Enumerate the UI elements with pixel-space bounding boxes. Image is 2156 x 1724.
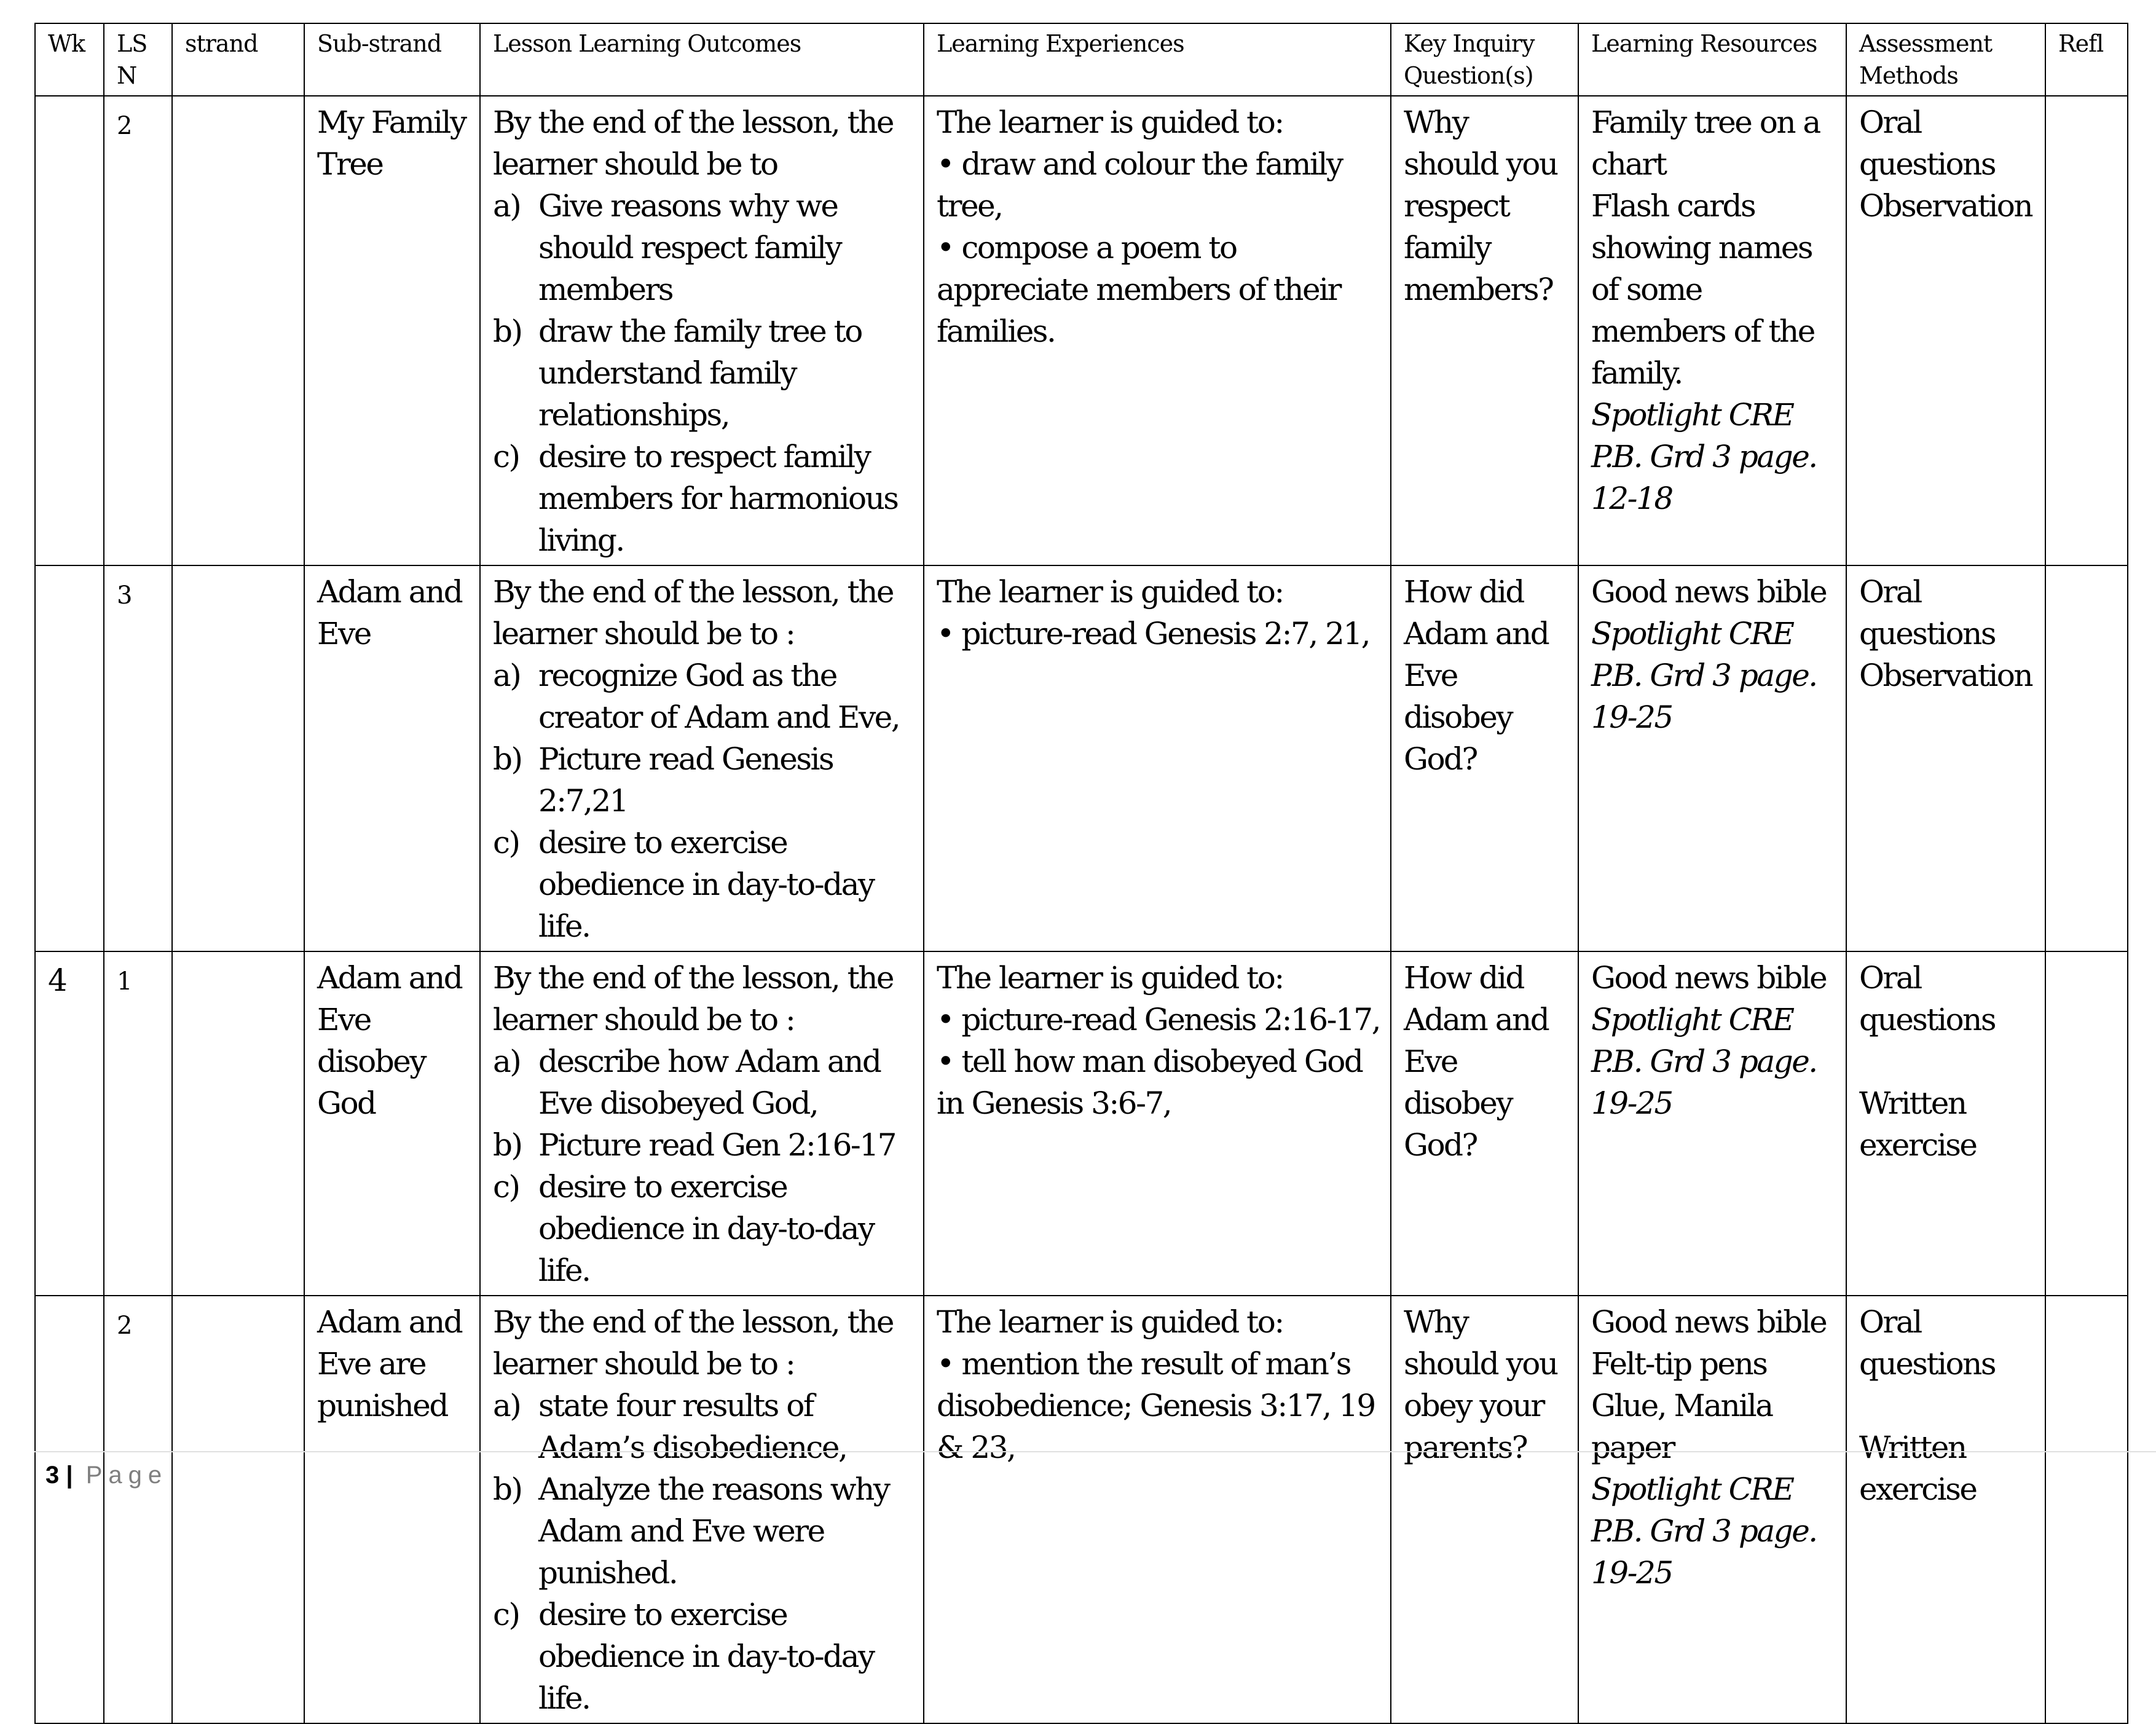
list-item [493, 310, 913, 436]
header-row [35, 23, 2128, 96]
assessment-item: Oral questions [1859, 960, 1996, 1037]
list-item [493, 1124, 913, 1166]
cell-lsn: 2 [104, 1296, 172, 1723]
cell-experiences [924, 96, 1391, 565]
cell-wk: 4 [35, 951, 104, 1296]
assessment-item: Written exercise [1859, 1085, 1977, 1163]
list-item-text: describe how Adam and Eve disobeyed God, [538, 1044, 881, 1121]
cell-lsn: 1 [104, 951, 172, 1296]
cell-wk [35, 96, 104, 565]
cell-lsn: 2 [104, 96, 172, 565]
outcomes-list [493, 1041, 913, 1291]
list-marker: b) [493, 313, 522, 349]
cell-reflection [2045, 96, 2128, 565]
cell-strand [172, 96, 304, 565]
outcomes-intro: By the end of the lesson, the learner should be to : [493, 960, 894, 1037]
list-item [493, 1468, 913, 1594]
header-strand: strand [172, 23, 304, 96]
cell-assessment [1846, 96, 2045, 565]
experience-item: • mention the result of man’s disobedience; Genesis 3:17, 19 & 23, [937, 1346, 1375, 1465]
resource-item: Good news bible [1591, 1304, 1827, 1340]
header-resources: Learning Resources [1578, 23, 1846, 96]
list-item-text: Picture read Genesis 2:7,21 [538, 741, 833, 819]
list-item-text: desire to exercise obedience in day-to-day life. [538, 825, 874, 944]
list-marker: a) [493, 658, 521, 693]
list-item [493, 185, 913, 310]
list-item-text: Give reasons why we should respect family members [538, 188, 841, 307]
experience-item: • picture-read Genesis 2:7, 21, [937, 616, 1370, 651]
list-item [493, 436, 913, 561]
resource-item: Family tree on a chart [1591, 104, 1820, 182]
resource-item: Flash cards showing names of some members of the family. [1591, 188, 1814, 391]
assessment-item: Oral questions [1859, 104, 1996, 182]
list-marker: a) [493, 1044, 521, 1079]
list-item-text: state four results of Adam’s disobedience, [538, 1388, 847, 1465]
list-item [493, 1166, 913, 1291]
assessment-item: Oral questions [1859, 1304, 1996, 1382]
resource-textbook: Spotlight CRE P.B. Grd 3 page. 19-25 [1591, 616, 1817, 735]
experiences-intro: The learner is guided to: [937, 104, 1283, 140]
outcomes-list [493, 185, 913, 561]
list-item-text: desire to exercise obedience in day-to-day life. [538, 1597, 874, 1716]
cell-inquiry: Why should you obey your parents? [1391, 1296, 1578, 1723]
list-item-text: draw the family tree to understand family relationships, [538, 313, 862, 433]
cell-resources [1578, 96, 1846, 565]
list-item-text: desire to respect family members for harmonious living. [538, 439, 898, 558]
cell-resources [1578, 1296, 1846, 1723]
cell-experiences [924, 1296, 1391, 1723]
cell-assessment [1846, 565, 2045, 951]
cell-experiences [924, 951, 1391, 1296]
resource-item: Good news bible [1591, 960, 1827, 996]
list-marker: a) [493, 1388, 521, 1423]
cell-outcomes [480, 951, 924, 1296]
list-item [493, 822, 913, 947]
experiences-intro: The learner is guided to: [937, 574, 1283, 610]
cell-strand [172, 1296, 304, 1723]
resource-item: Felt-tip pens [1591, 1346, 1767, 1382]
list-item [493, 1594, 913, 1719]
outcomes-intro: By the end of the lesson, the learner should be to : [493, 1304, 894, 1382]
outcomes-list [493, 1385, 913, 1719]
list-marker: c) [493, 1169, 519, 1205]
resource-item: Glue, Manila paper [1591, 1388, 1772, 1465]
list-marker: c) [493, 1597, 519, 1632]
cell-outcomes [480, 96, 924, 565]
header-lsn: LS N [104, 23, 172, 96]
cell-strand [172, 951, 304, 1296]
resource-textbook: Spotlight CRE P.B. Grd 3 page. 19-25 [1591, 1471, 1817, 1591]
list-item [493, 738, 913, 822]
spacer [1859, 1385, 2035, 1427]
list-marker: a) [493, 188, 521, 224]
list-marker: c) [493, 439, 519, 474]
table-row [35, 565, 2128, 951]
assessment-item: Observation [1859, 658, 2032, 693]
cell-wk [35, 1296, 104, 1723]
cell-lsn: 3 [104, 565, 172, 951]
page-number: 3 [45, 1462, 60, 1489]
header-wk: Wk [35, 23, 104, 96]
list-marker: b) [493, 741, 522, 777]
outcomes-intro: By the end of the lesson, the learner should be to [493, 104, 894, 182]
cell-reflection [2045, 1296, 2128, 1723]
header-experiences: Learning Experiences [924, 23, 1391, 96]
outcomes-list [493, 655, 913, 947]
table-row [35, 1296, 2128, 1723]
list-item [493, 1385, 913, 1468]
assessment-item: Oral questions [1859, 574, 1996, 651]
header-reflection: Refl [2045, 23, 2128, 96]
table-row [35, 96, 2128, 565]
cell-reflection [2045, 951, 2128, 1296]
cell-reflection [2045, 565, 2128, 951]
cell-strand [172, 565, 304, 951]
list-item-text: Analyze the reasons why Adam and Eve were punished. [538, 1471, 889, 1591]
experience-item: • draw and colour the family tree, [937, 146, 1342, 224]
cell-inquiry: How did Adam and Eve disobey God? [1391, 951, 1578, 1296]
cell-resources [1578, 951, 1846, 1296]
assessment-item: Observation [1859, 188, 2032, 224]
resource-textbook: Spotlight CRE P.B. Grd 3 page. 19-25 [1591, 1002, 1817, 1121]
footer-divider [34, 1451, 2156, 1452]
spacer [1859, 1041, 2035, 1082]
list-marker: c) [493, 825, 519, 860]
experience-item: • picture-read Genesis 2:16-17, [937, 1002, 1380, 1037]
cell-outcomes [480, 565, 924, 951]
list-item-text: desire to exercise obedience in day-to-day life. [538, 1169, 874, 1288]
list-item [493, 655, 913, 738]
cell-experiences [924, 565, 1391, 951]
cell-assessment [1846, 951, 2045, 1296]
resource-textbook: Spotlight CRE P.B. Grd 3 page. 12-18 [1591, 397, 1817, 516]
experience-item: • tell how man disobeyed God in Genesis 3:6-7, [937, 1044, 1363, 1121]
outcomes-intro: By the end of the lesson, the learner should be to : [493, 574, 894, 651]
experiences-intro: The learner is guided to: [937, 960, 1283, 996]
list-item [493, 1041, 913, 1124]
header-sub-strand: Sub-strand [304, 23, 480, 96]
list-marker: b) [493, 1471, 522, 1507]
scheme-of-work-table [34, 23, 2128, 1724]
cell-outcomes [480, 1296, 924, 1723]
header-assessment: Assessment Methods [1846, 23, 2045, 96]
cell-sub-strand: Adam and Eve disobey God [304, 951, 480, 1296]
header-outcomes: Lesson Learning Outcomes [480, 23, 924, 96]
cell-sub-strand: Adam and Eve are punished [304, 1296, 480, 1723]
page-label: Page [85, 1462, 168, 1489]
page-footer [45, 1460, 168, 1490]
list-item-text: recognize God as the creator of Adam and Eve, [538, 658, 900, 735]
cell-sub-strand: My Family Tree [304, 96, 480, 565]
cell-inquiry: Why should you respect family members? [1391, 96, 1578, 565]
cell-sub-strand: Adam and Eve [304, 565, 480, 951]
page-separator: | [66, 1462, 73, 1489]
experiences-intro: The learner is guided to: [937, 1304, 1283, 1340]
cell-inquiry: How did Adam and Eve disobey God? [1391, 565, 1578, 951]
cell-wk [35, 565, 104, 951]
cell-assessment [1846, 1296, 2045, 1723]
experience-item: • compose a poem to appreciate members of their families. [937, 230, 1340, 349]
assessment-item: Written exercise [1859, 1430, 1977, 1507]
list-marker: b) [493, 1127, 522, 1163]
list-item-text: Picture read Gen 2:16-17 [538, 1127, 895, 1163]
cell-resources [1578, 565, 1846, 951]
table-row [35, 951, 2128, 1296]
resource-item: Good news bible [1591, 574, 1827, 610]
header-inquiry: Key Inquiry Question(s) [1391, 23, 1578, 96]
